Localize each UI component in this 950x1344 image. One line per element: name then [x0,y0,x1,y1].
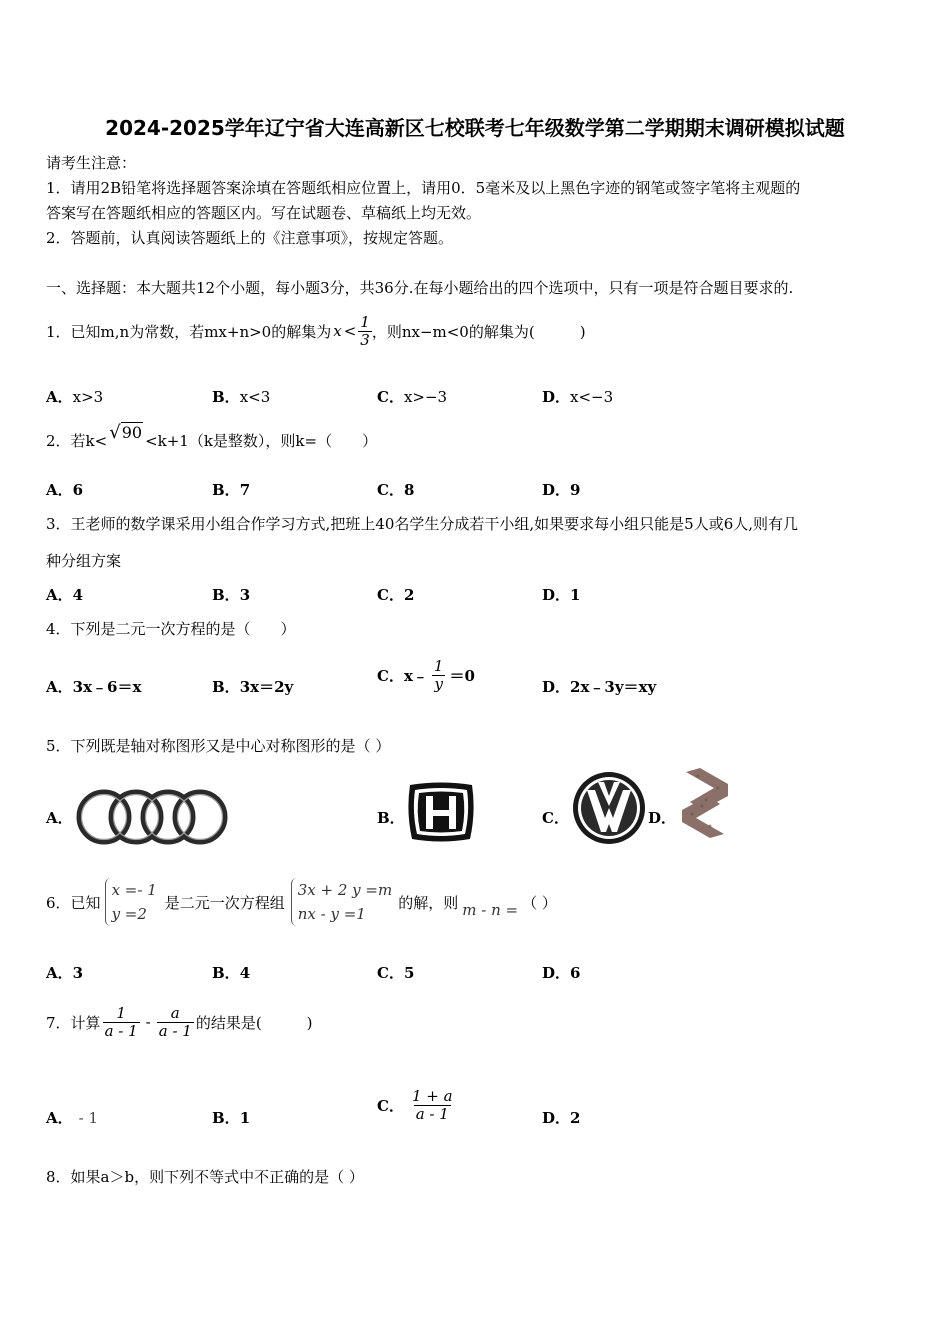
math-expression: m - n = [462,901,519,919]
question-text: 下列是二元一次方程的是（ ） [70,620,296,638]
question-5 [46,735,390,756]
option-a-label[interactable]: A． [46,809,73,827]
option-b-label[interactable]: B． [377,809,405,827]
option-c[interactable]: C．5 [377,964,415,982]
option-a[interactable]: A．4 [46,586,84,604]
fraction: $\frac{1}{a - 1}$ [104,1004,138,1040]
option-a[interactable]: A． - 1 [46,1109,99,1127]
audi-rings-icon[interactable] [74,788,232,846]
question-number: 4． [46,620,71,638]
question-number: 7． [46,1013,71,1032]
question-text: <k+1（k是整数），则k=（ ） [145,431,378,450]
option-a[interactable]: A．6 [46,481,84,499]
radicand: 90 [121,422,143,442]
question-text: 王老师的数学课采用小组合作学习方式,把班上40名学生分成若干小组,如果要求每小组只能是5人或6人,则有几 [70,515,799,533]
fraction: $\frac{1 + a}{a - 1}$ [411,1087,453,1123]
question-text: ，则nx−m<0的解集为( ) [371,322,586,341]
question-text: 如果a＞b，则下列不等式中不正确的是（ ） [70,1168,364,1186]
equation-system-solution: x =- 1 y =2 [105,878,157,926]
option-c-label[interactable]: C． [542,809,569,827]
option-d[interactable]: D．9 [542,481,581,499]
math-op: < [343,322,357,340]
section-heading: 一、选择题：本大题共12个小题，每小题3分，共36分.在每小题给出的四个选项中，只有一项是符合题目要求的. [46,279,794,297]
option-d[interactable]: D．2 [542,1109,581,1127]
question-7 [46,994,313,1050]
question-number: 2． [46,431,71,450]
option-c[interactable]: C．2 [377,586,415,604]
option-b[interactable]: B．7 [212,481,251,499]
question-number: 3． [46,515,71,533]
notice-line-1: 1．请用2B铅笔将选择题答案涂填在答题纸相应位置上，请用0．5毫米及以上黑色字迹的钢笔或签字笔将主观题的 [46,179,801,197]
question-text: 的结果是( ) [195,1013,313,1032]
fraction: $\frac{1}{y}$ [433,657,444,693]
math-op: - [145,1013,151,1031]
option-a[interactable]: A．3 [46,964,84,982]
option-c[interactable]: C． x﹣ $\frac{1}{y}$ ＝0 [377,657,475,693]
option-b[interactable]: B．1 [212,1109,251,1127]
question-number: 1． [46,322,71,341]
question-text: 下列既是轴对称图形又是中心对称图形的是（ ） [70,737,391,755]
fraction: $\frac{a}{a - 1}$ [158,1004,192,1040]
square-root [109,422,143,443]
question-text: 计算 [70,1013,101,1032]
notice-heading: 请考生注意： [46,154,137,172]
question-3-line-2: 种分组方案 [46,552,122,570]
option-d[interactable]: D．2x﹣3y＝xy [542,678,657,696]
question-6 [46,872,557,932]
question-text: 若k< [70,431,108,450]
question-1 [46,306,586,356]
question-text: 已知 [70,893,101,912]
question-text: 已知m,n为常数，若mx+n>0的解集为 [70,322,332,341]
option-a[interactable]: A．3x﹣6＝x [46,678,142,696]
question-4 [46,618,296,639]
volkswagen-logo-icon[interactable] [571,770,647,846]
option-b[interactable]: B．3x＝2y [212,678,294,696]
question-number: 8． [46,1168,71,1186]
question-number: 6． [46,893,71,912]
notice-line-2: 答案写在答题纸相应的答题区内。写在试题卷、草稿纸上均无效。 [46,204,482,222]
radical-sign-icon: √ [109,421,121,443]
option-d[interactable]: D．x<−3 [542,388,614,406]
fraction [358,314,372,348]
question-text: 是二元一次方程组 [164,893,285,912]
page-title: 2024-2025学年辽宁省大连高新区七校联考七年级数学第二学期期末调研模拟试题 [105,116,845,140]
question-text: 的解，则 [398,893,459,912]
option-d-label[interactable]: D． [648,809,677,827]
equation-system: 3x + 2 y =m nx - y =1 [291,878,392,926]
math-var: x [333,322,342,340]
honda-logo-icon[interactable] [404,781,478,843]
question-text: （ ） [522,893,557,912]
option-a[interactable]: A．x>3 [46,388,104,406]
option-c[interactable]: C． $\frac{1 + a}{a - 1}$ [377,1087,453,1123]
option-b[interactable]: B．4 [212,964,251,982]
fraction-numerator: 1 [360,313,370,331]
notice-line-3: 2．答题前，认真阅读答题纸上的《注意事项》，按规定答题。 [46,229,454,247]
fraction-denominator: 3 [360,330,370,349]
question-8 [46,1166,364,1187]
question-2 [46,420,377,460]
option-d[interactable]: D．1 [542,586,581,604]
option-c[interactable]: C．x>−3 [377,388,448,406]
question-number: 5． [46,737,71,755]
option-b[interactable]: B．3 [212,586,251,604]
option-b[interactable]: B．x<3 [212,388,271,406]
suzuki-logo-icon[interactable] [678,766,732,840]
option-c[interactable]: C．8 [377,481,415,499]
option-d[interactable]: D．6 [542,964,581,982]
question-3 [46,513,798,534]
